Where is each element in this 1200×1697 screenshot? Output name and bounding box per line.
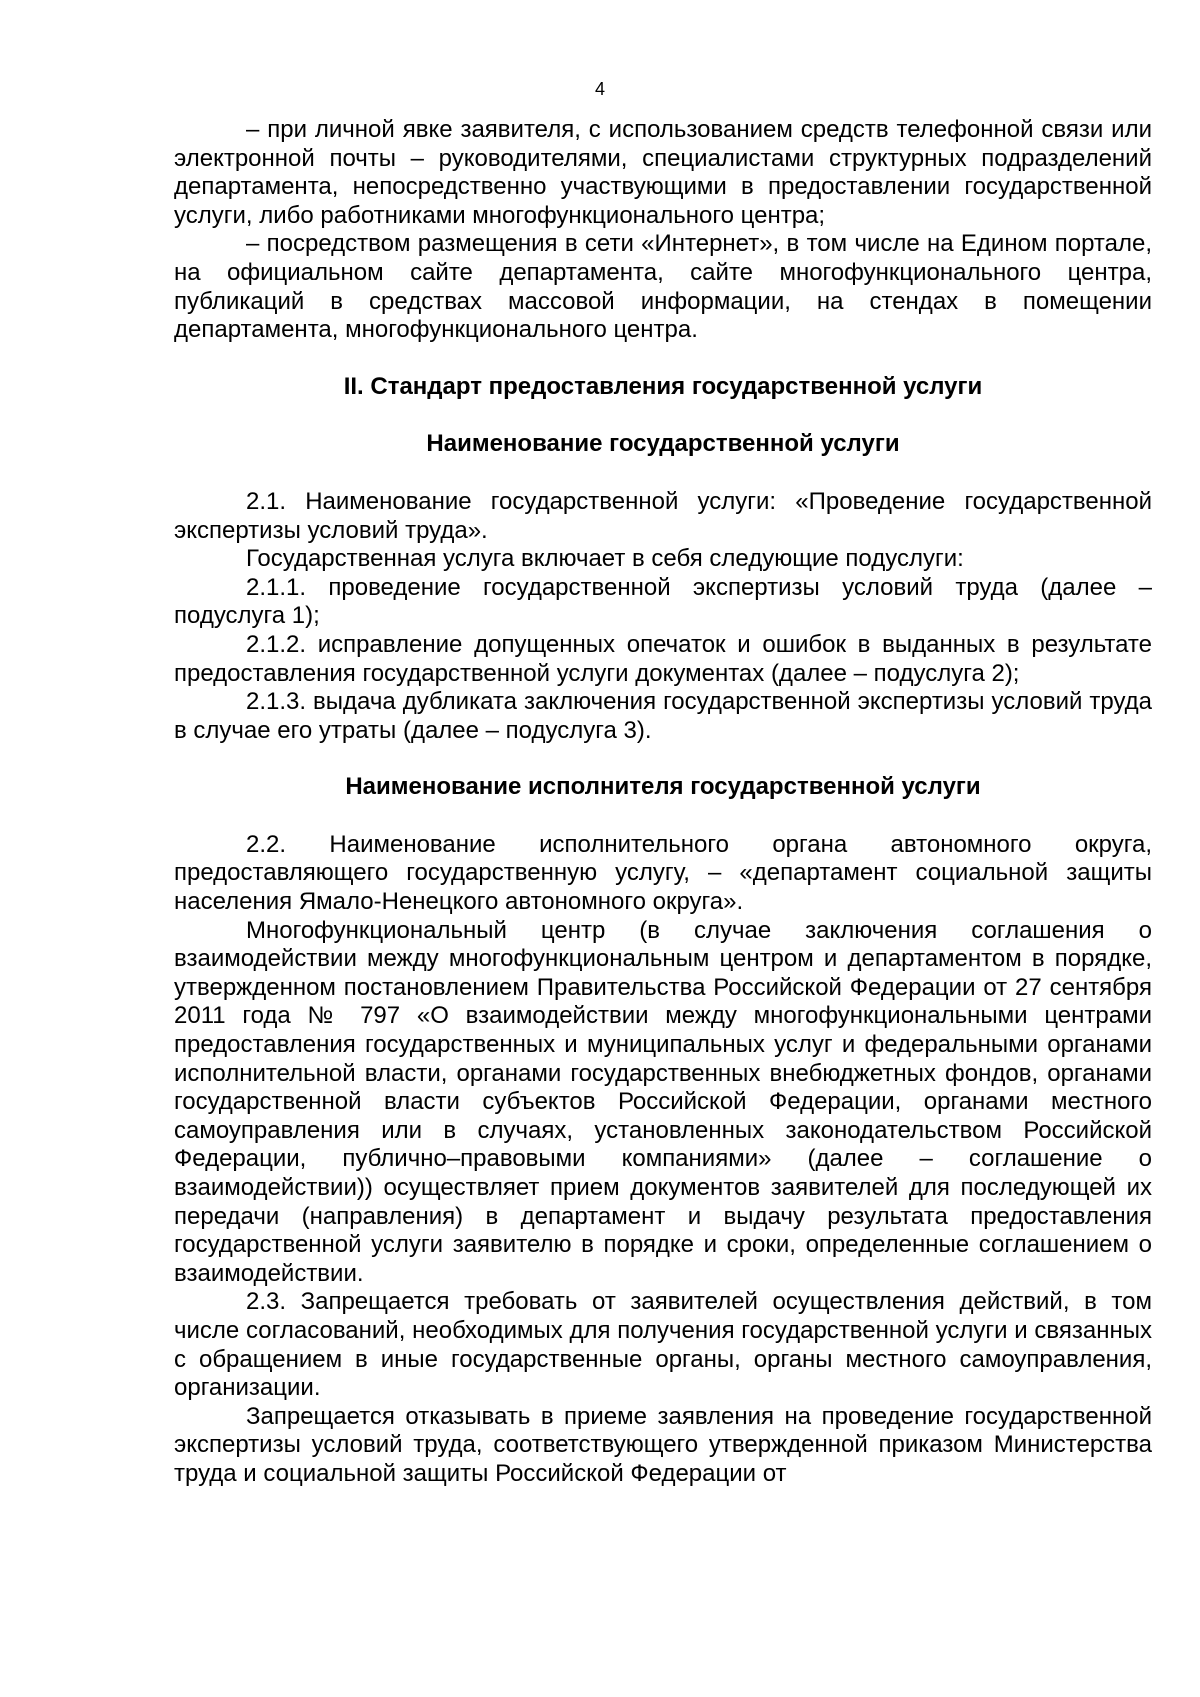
document-body	[174, 116, 1152, 1489]
paragraph-2-1: 2.1. Наименование государственной услуги: «Проведение государственной экспертизы условий труда».	[174, 487, 1152, 544]
paragraph-2-3: 2.3. Запрещается требовать от заявителей осуществления действий, в том числе согласований, необходимых для получения государственной услуги и связанных с обращением в иные государственные органы, органы местного самоуправления, организации.	[174, 1288, 1152, 1402]
paragraph-refusal: Запрещается отказывать в приеме заявления на проведение государственной экспертизы условий труда, соответствующего утвержденной приказом Министерства труда и социальной защиты Российской Федерации от	[174, 1402, 1152, 1487]
paragraph-2-1-3: 2.1.3. выдача дубликата заключения государственной экспертизы условий труда в случае его утраты (далее – подуслуга 3).	[174, 688, 1152, 744]
paragraph-internet: – посредством размещения в сети «Интернет», в том числе на Едином портале, на официальном сайте департамента, сайте многофункционального центра, публикаций в средствах массовой информации, на стендах в помещении департамента, многофункционального центра.	[174, 230, 1152, 344]
subsection-title-executor: Наименование исполнителя государственной услуги	[345, 773, 981, 801]
paragraph-subservices-intro: Государственная услуга включает в себя следующие подуслуги:	[246, 545, 964, 573]
paragraph-mfc: Многофункциональный центр (в случае заключения соглашения о взаимодействии между многофункциональным центром и департаментом в порядке, утвержденном постановлением Правительства Российской Федерации от 27 сентября 2011 года № 797 «О взаимодействии между многофункциональными центрами предоставления государственных и муниципальных услуг и федеральными органами исполнительной власти, органами государственных внебюджетных фондов, органами государственной власти субъектов Российской Федерации, органами местного самоуправления или в случаях, установленных законодательством Российской Федерации, публично–правовыми компаниями» (далее – соглашение о взаимодействии)) осуществляет прием документов заявителей для последующей их передачи (направления) в департамент и выдачу результата предоставления государственной услуги заявителю в порядке и сроки, определенные соглашением о взаимодействии.	[174, 916, 1152, 1287]
paragraph-2-2: 2.2. Наименование исполнительного органа автономного округа, предоставляющего государственную услугу, – «департамент социальной защиты населения Ямало-Ненецкого автономного округа».	[174, 830, 1152, 916]
subsection-title-service-name: Наименование государственной услуги	[426, 430, 900, 458]
page-number: 4	[594, 79, 605, 99]
section-title: II. Стандарт предоставления государственной услуги	[343, 372, 983, 400]
paragraph-2-1-1: 2.1.1. проведение государственной экспертизы условий труда (далее – подуслуга 1);	[174, 573, 1152, 630]
paragraph-personal-visit: – при личной явке заявителя, с использованием средств телефонной связи или электронной почты – руководителями, специалистами структурных подразделений департамента, непосредственно участвующими в предоставлении государственной услуги, либо работниками многофункционального центра;	[174, 116, 1152, 229]
paragraph-2-1-2: 2.1.2. исправление допущенных опечаток и ошибок в выданных в результате предоставления государственной услуги документах (далее – подуслуга 2);	[174, 630, 1152, 687]
